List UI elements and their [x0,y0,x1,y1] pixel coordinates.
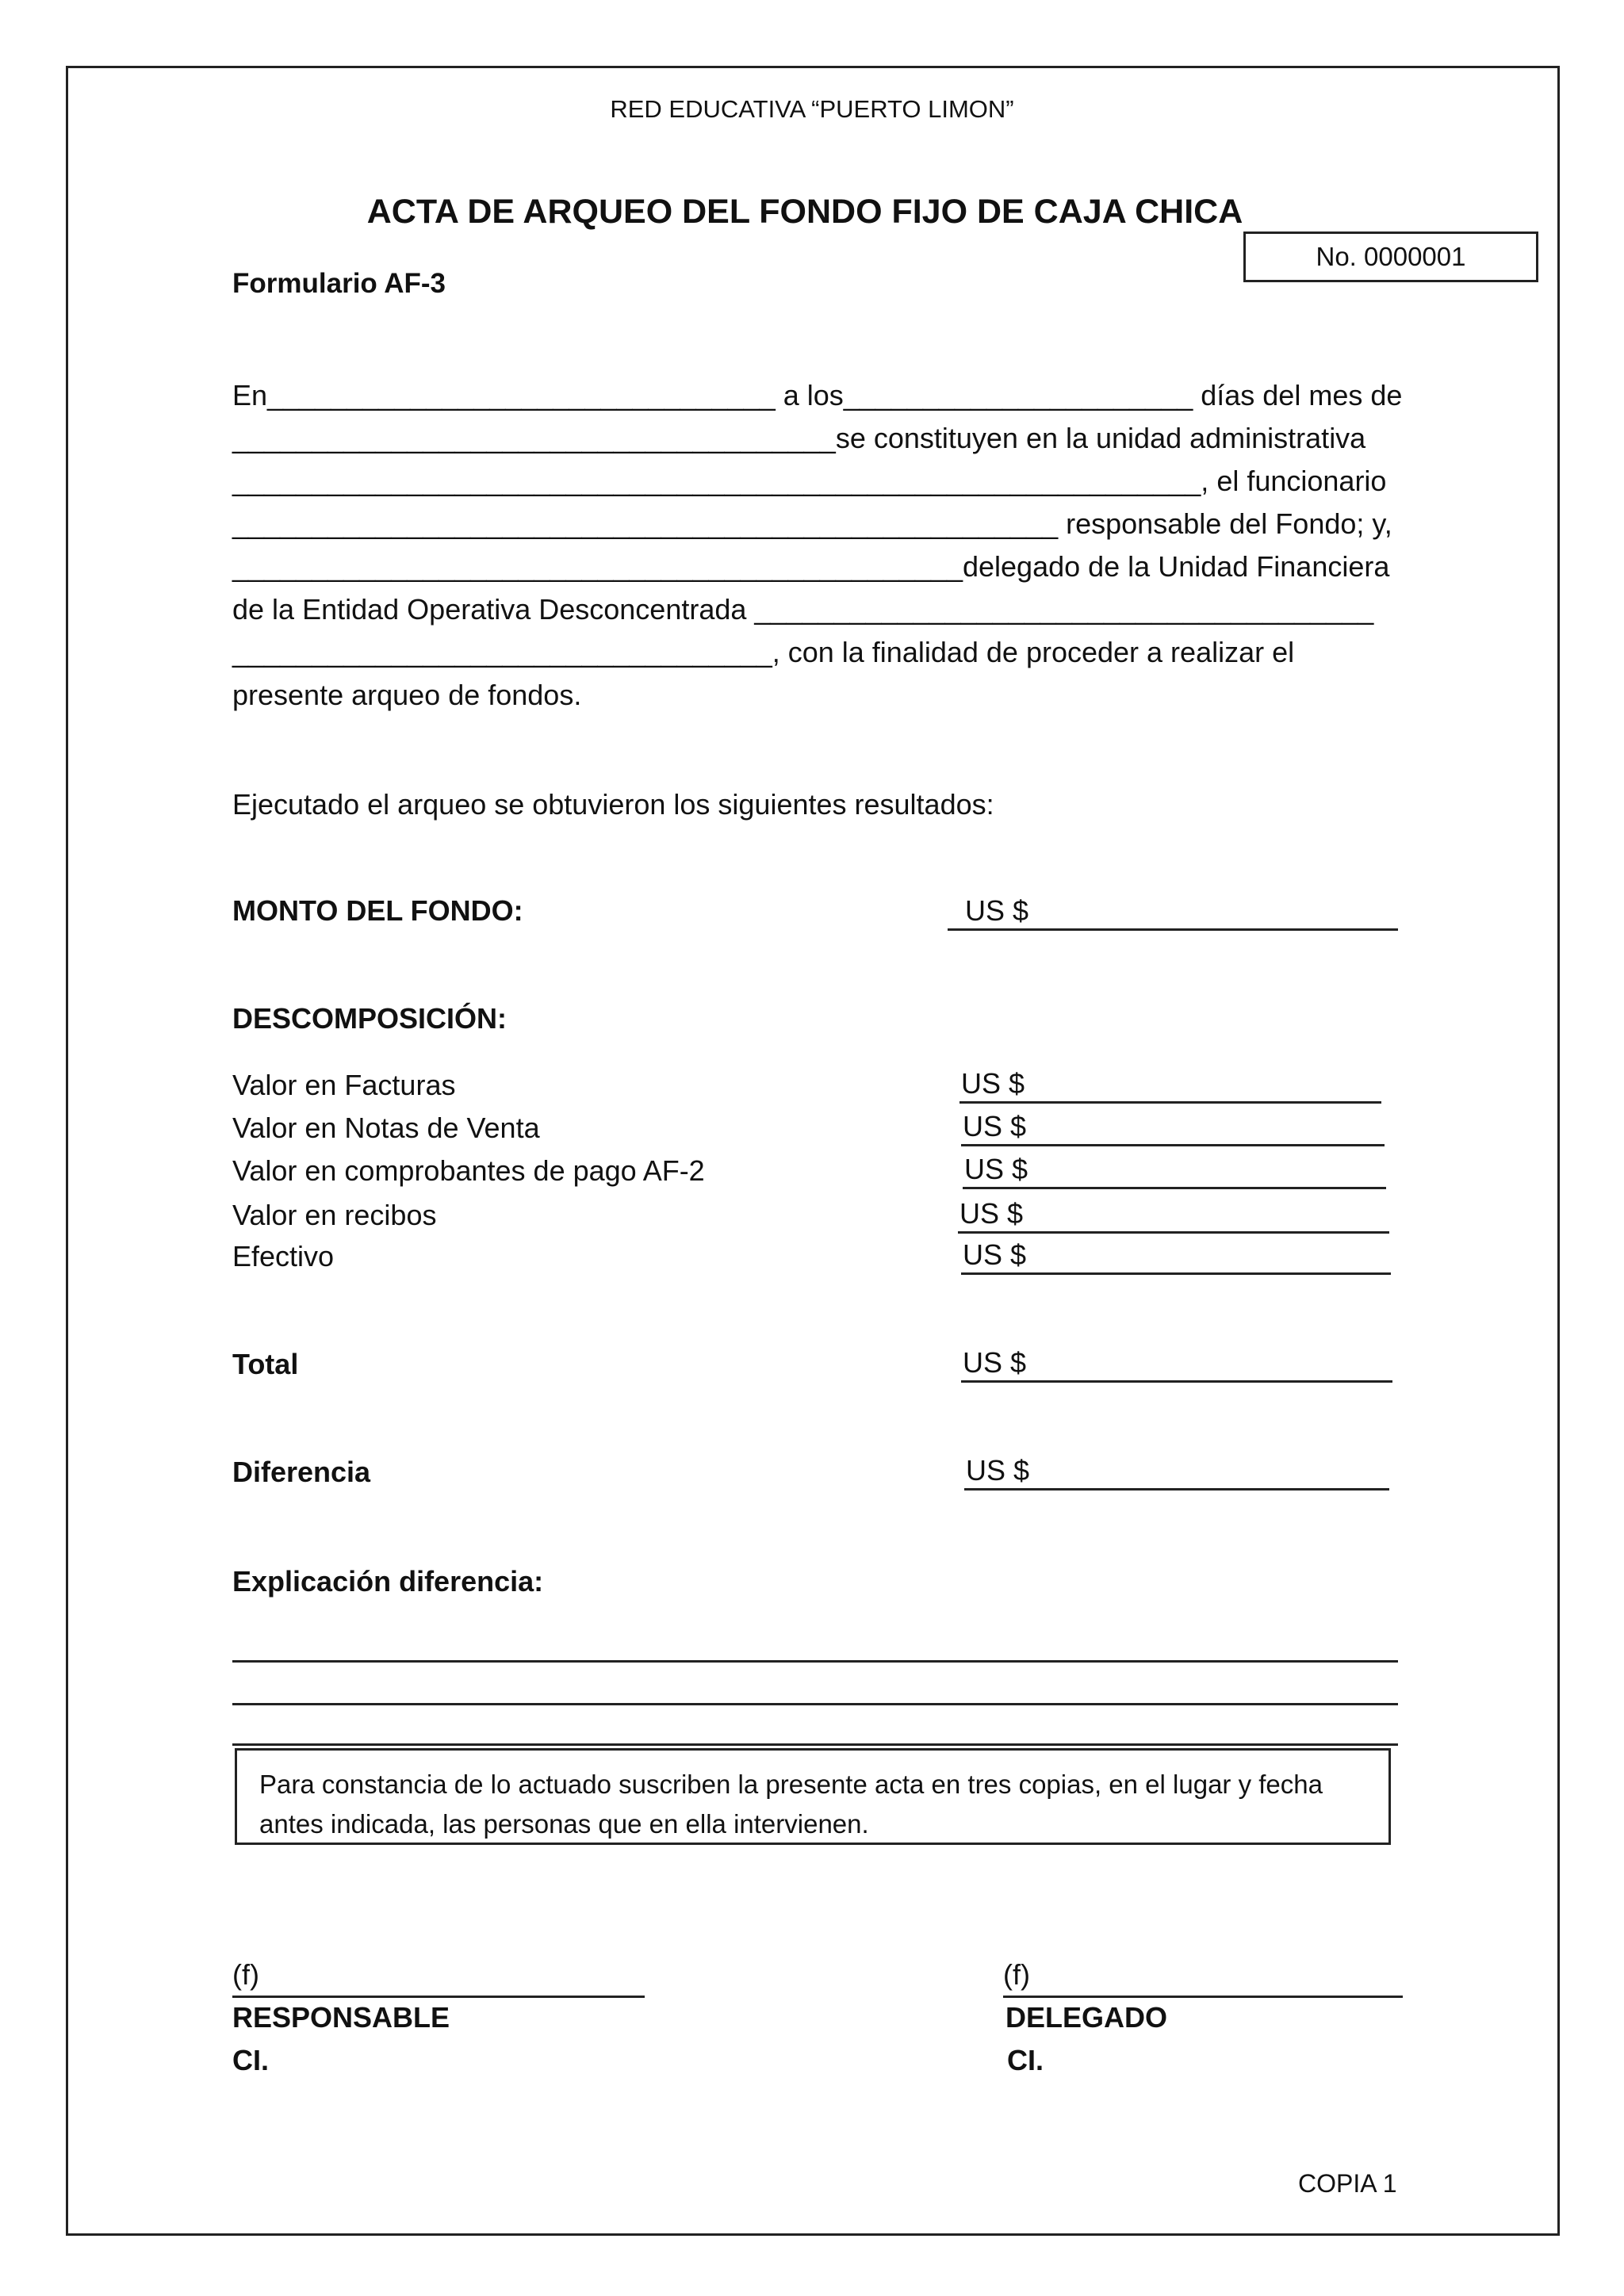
difference-label: Diferencia [232,1456,371,1488]
intro-line-3: _____________________________________________________________, el funcionario [232,465,1387,497]
delegado-signature-prefix: (f) [1003,1958,1030,1991]
difference-field[interactable] [964,1456,1389,1490]
fund-amount-field[interactable] [948,896,1398,931]
responsable-role: RESPONSABLE [232,2001,450,2034]
responsable-signature-line[interactable] [232,1958,645,1998]
fund-amount-label: MONTO DEL FONDO: [232,894,523,927]
network-name: RED EDUCATIVA “PUERTO LIMON” [610,95,1014,123]
breakdown-title: DESCOMPOSICIÓN: [232,1002,508,1035]
intro-line-6: de la Entidad Operativa Desconcentrada _______________________________________ [232,593,1374,626]
breakdown-item-label: Valor en Notas de Venta [232,1112,540,1144]
responsable-signature-prefix: (f) [232,1958,259,1991]
breakdown-item-field[interactable] [963,1154,1386,1189]
breakdown-item-label: Efectivo [232,1240,335,1272]
intro-line-1: En________________________________ a los______________________ días del mes de [232,379,1403,411]
delegado-role: DELEGADO [1005,2001,1168,2034]
results-intro: Ejecutado el arqueo se obtuvieron los siguientes resultados: [232,788,994,821]
intro-line-4: ____________________________________________________ responsable del Fondo; y, [232,507,1392,540]
delegado-signature-line[interactable] [1003,1958,1403,1998]
intro-line-7: __________________________________, con la finalidad de proceder a realizar el [232,636,1295,668]
document-title: ACTA DE ARQUEO DEL FONDO FIJO DE CAJA CHICA [366,193,1243,231]
intro-line-2: ______________________________________se constituyen en la unidad administrativa [232,422,1366,454]
copy-label: COPIA 1 [1298,2169,1397,2198]
total-label: Total [232,1348,299,1380]
breakdown-item-currency: US $ [963,1238,1027,1271]
breakdown-item-label: Valor en comprobantes de pago AF-2 [232,1154,705,1187]
breakdown-item-field[interactable] [961,1240,1391,1275]
breakdown-item-label: Valor en Facturas [232,1069,456,1101]
breakdown-item-field[interactable] [961,1112,1385,1146]
fund-amount-currency: US $ [965,894,1029,927]
certification-note: Para constancia de lo actuado suscriben la presente acta en tres copias, en el lugar y fecha antes indicada, las personas que en ella intervienen. [235,1748,1391,1845]
breakdown-item-currency: US $ [959,1197,1024,1230]
breakdown-item-label: Valor en recibos [232,1199,437,1231]
breakdown-item-field[interactable] [959,1069,1381,1104]
explanation-line[interactable] [232,1660,1398,1663]
explanation-label: Explicación diferencia: [232,1565,544,1598]
responsable-id-label: CI. [232,2044,270,2076]
total-field[interactable] [961,1348,1392,1383]
document-number: No. 0000001 [1243,232,1538,282]
delegado-id-label: CI. [1007,2044,1044,2076]
explanation-line[interactable] [232,1743,1398,1746]
breakdown-item-currency: US $ [964,1153,1028,1185]
difference-currency: US $ [966,1454,1030,1487]
intro-line-8: presente arqueo de fondos. [232,679,582,711]
intro-line-5: ______________________________________________delegado de la Unidad Financiera [232,550,1390,583]
total-currency: US $ [963,1346,1027,1379]
explanation-line[interactable] [232,1703,1398,1705]
breakdown-item-currency: US $ [963,1110,1027,1142]
breakdown-item-field[interactable] [958,1199,1389,1234]
form-code: Formulario AF-3 [232,268,446,299]
breakdown-item-currency: US $ [961,1067,1025,1100]
